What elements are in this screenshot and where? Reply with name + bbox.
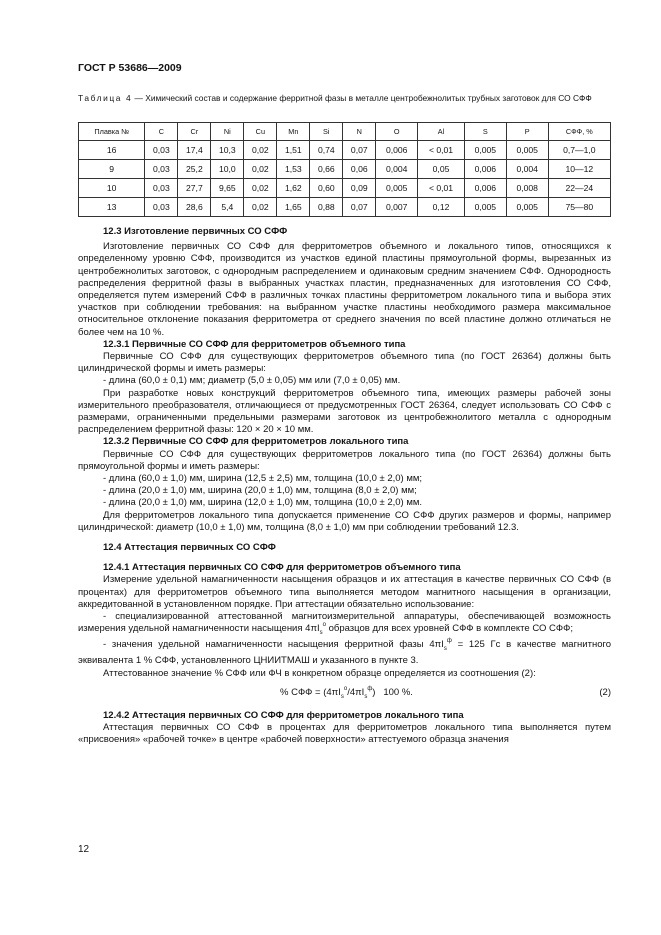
table-cell: 0,005 [464, 141, 506, 160]
table-cell: 10—12 [548, 160, 610, 179]
table-cell: 0,12 [418, 198, 465, 217]
table-caption [78, 93, 610, 104]
table-cell: 1,62 [277, 179, 310, 198]
list-item: - длина (20,0 ± 1,0) мм, ширина (12,0 ± 1,0) мм, толщина (10,0 ± 2,0) мм. [103, 497, 423, 509]
table-cell: 0,60 [310, 179, 343, 198]
table-cell: 0,006 [464, 179, 506, 198]
table-cell: 0,02 [244, 198, 277, 217]
column-header: O [376, 123, 418, 141]
table-cell: 0,07 [343, 141, 376, 160]
table-cell: 0,88 [310, 198, 343, 217]
formula-symbol: $4\pi I_s^ф$ [429, 638, 452, 653]
formula-2 [78, 686, 611, 702]
table-cell: 0,005 [464, 198, 506, 217]
paragraph: Первичные СО СФФ для существующих ферритометров объемного типа (по ГОСТ 26364) должны быть цилиндрической формы и иметь размеры: [78, 351, 611, 375]
table-cell: 0,03 [145, 198, 178, 217]
table-cell: 0,03 [145, 160, 178, 179]
table-cell: 0,74 [310, 141, 343, 160]
table-cell: 9 [79, 160, 145, 179]
column-header: Cr [178, 123, 211, 141]
column-header: N [343, 123, 376, 141]
table-cell: 1,51 [277, 141, 310, 160]
table-cell: 0,66 [310, 160, 343, 179]
table-cell: 1,65 [277, 198, 310, 217]
section-heading-12-3-1: 12.3.1 Первичные СО СФФ для ферритометров объемного типа [103, 338, 406, 350]
paragraph: Аттестованное значение % СФФ или ФЧ в конкретном образце определяется из соотношения (2): [103, 667, 536, 679]
paragraph: Аттестация первичных СО СФФ в процентах для ферритометров локального типа выполняется путем «присвоения» «рабочей точке» в центре «рабочей поверхности» аттестуемого образца значения [78, 722, 611, 746]
list-item: - длина (60,0 ± 1,0) мм, ширина (12,5 ± 2,5) мм, толщина (10,0 ± 2,0) мм; [103, 473, 423, 485]
column-header: C [145, 123, 178, 141]
list-item: - длина (60,0 ± 0,1) мм; диаметр (5,0 ± 0,05) мм или (7,0 ± 0,05) мм. [103, 375, 401, 387]
table-cell: 0,02 [244, 141, 277, 160]
table-cell: 0,006 [376, 141, 418, 160]
table-cell: 0,02 [244, 160, 277, 179]
table-cell: 0,004 [376, 160, 418, 179]
paragraph: При разработке новых конструкций ферритометров объемного типа, имеющих размеры рабочей зоны измерительного преобразователя, отличающиеся от предусмотренных ГОСТ 26364, следует использовать СО СФФ с размерами, ограниченными предельными размерами заготовок из центробежнолитого металла с однородным распределением ферритной фазы: 120 × 20 × 10 мм. [78, 387, 611, 436]
document-header: ГОСТ Р 53686—2009 [78, 62, 182, 74]
table-cell: 10 [79, 179, 145, 198]
table-cell: 22—24 [548, 179, 610, 198]
column-header: Mn [277, 123, 310, 141]
table-cell: 0,008 [506, 179, 548, 198]
table-cell: 16 [79, 141, 145, 160]
table-row [79, 179, 611, 198]
chemical-composition-table [78, 122, 611, 217]
document-body [78, 226, 611, 747]
table-row [79, 160, 611, 179]
table-row [79, 198, 611, 217]
list-item: - специализированной аттестованной магнитоизмерительной аппаратуры, обеспечивающей возможность измерения удельной намагниченности насыщения $4\pi I_s^о$ образцов для всех уровней СФФ в комплекте СО СФФ; [78, 611, 611, 637]
table-cell: 75—80 [548, 198, 610, 217]
list-item: - длина (20,0 ± 1,0) мм, ширина (20,0 ± 1,0) мм, толщина (8,0 ± 2,0) мм; [103, 485, 417, 497]
paragraph: Первичные СО СФФ для существующих ферритометров локального типа (по ГОСТ 26364) должны быть прямоугольной формы и иметь размеры: [78, 448, 611, 472]
section-heading-12-4-2: 12.4.2 Аттестация первичных СО СФФ для ферритометров локального типа [103, 709, 464, 721]
column-header: Si [310, 123, 343, 141]
column-header: Плавка № [79, 123, 145, 141]
table-cell: 28,6 [178, 198, 211, 217]
paragraph: Измерение удельной намагниченности насыщения образцов и их аттестация в качестве первичных СО СФФ (в процентах) для ферритометров объемного типа выполняется методом магнитного насыщения в организации, аккредитованной в установленном порядке. При аттестации обязательно использование: [78, 574, 611, 610]
section-heading-12-4: 12.4 Аттестация первичных СО СФФ [103, 542, 276, 554]
column-header: P [506, 123, 548, 141]
table-cell: 25,2 [178, 160, 211, 179]
table-cell: 0,06 [343, 160, 376, 179]
table-cell: 0,006 [464, 160, 506, 179]
list-item: - значения удельной намагниченности насыщения ферритной фазы $4\pi I_s^ф = 125$ Гс в качестве магнитного эквивалента 1 % СФФ, установленного ЦНИИТМАШ и указанного в пункте 3. [78, 638, 612, 667]
section-heading-12-3: 12.3 Изготовление первичных СО СФФ [103, 226, 288, 237]
table-cell: 10,0 [211, 160, 244, 179]
page-number: 12 [78, 844, 90, 855]
table-cell: 1,53 [277, 160, 310, 179]
paragraph: Изготовление первичных СО СФФ для ферритометров объемного и локального типов, относящихся к определенному уровню СФФ, производится из участков единой пластины прямоугольной формы, вырезанных из центробежнолитых заготовок, с однородным распределением и одинаковым средним значением СФФ. Однородность распределения ферритной фазы в выбранных участках пластин, предназначенных для изготовления СО СФФ, определяется путем измерений СФФ в различных точках пластины ферритометром локального типа и выбора этих участков при соблюдении требования: на выбранном участке пластины необходимого размера максимальное относительное отклонение показания ферритометра от среднего значения по всей пластине должно отличаться не более чем на 10 %. [78, 241, 611, 338]
table-cell: 0,03 [145, 179, 178, 198]
table-caption-text: — Химический состав и содержание ферритной фазы в металле центробежнолитых трубных заготовок для СО СФФ [132, 93, 592, 103]
table-body [79, 141, 611, 217]
section-heading-12-4-1: 12.4.1 Аттестация первичных СО СФФ для ферритометров объемного типа [103, 562, 461, 574]
table-cell: 0,005 [506, 141, 548, 160]
table-cell: 5,4 [211, 198, 244, 217]
table-cell: 0,07 [343, 198, 376, 217]
column-header: Ni [211, 123, 244, 141]
table-cell: 27,7 [178, 179, 211, 198]
table-cell: 17,4 [178, 141, 211, 160]
table-cell: 13 [79, 198, 145, 217]
table-cell: 0,005 [376, 179, 418, 198]
table-cell: 10,3 [211, 141, 244, 160]
column-header: Al [418, 123, 465, 141]
table-cell: 0,05 [418, 160, 465, 179]
column-header: СФФ, % [548, 123, 610, 141]
formula-expression: % СФФ = $(4\pi I_s^о/4\pi I_s^ф)$ 100 %. [280, 685, 413, 700]
table-row [79, 141, 611, 160]
table-cell: 0,005 [506, 198, 548, 217]
table-cell: 0,02 [244, 179, 277, 198]
table-cell: < 0,01 [418, 141, 465, 160]
paragraph: Для ферритометров локального типа допускается применение СО СФФ других размеров и формы, например цилиндрической: диаметр (10,0 ± 1,0) мм, толщина (8,0 ± 1,0) мм при соблюдении требований 12.3. [78, 509, 611, 533]
column-header: Cu [244, 123, 277, 141]
formula-symbol: $4\pi I_s^о$ [305, 622, 326, 637]
column-header: S [464, 123, 506, 141]
section-heading-12-3-2: 12.3.2 Первичные СО СФФ для ферритометров локального типа [103, 436, 409, 448]
table-cell: 0,09 [343, 179, 376, 198]
table-cell: 9,65 [211, 179, 244, 198]
table-header-row [79, 123, 611, 141]
formula-number: (2) [599, 686, 611, 698]
table-cell: 0,03 [145, 141, 178, 160]
table-cell: 0,7—1,0 [548, 141, 610, 160]
table-cell: 0,007 [376, 198, 418, 217]
table-cell: 0,004 [506, 160, 548, 179]
table-cell: < 0,01 [418, 179, 465, 198]
table-caption-label: Таблица 4 [78, 93, 133, 103]
